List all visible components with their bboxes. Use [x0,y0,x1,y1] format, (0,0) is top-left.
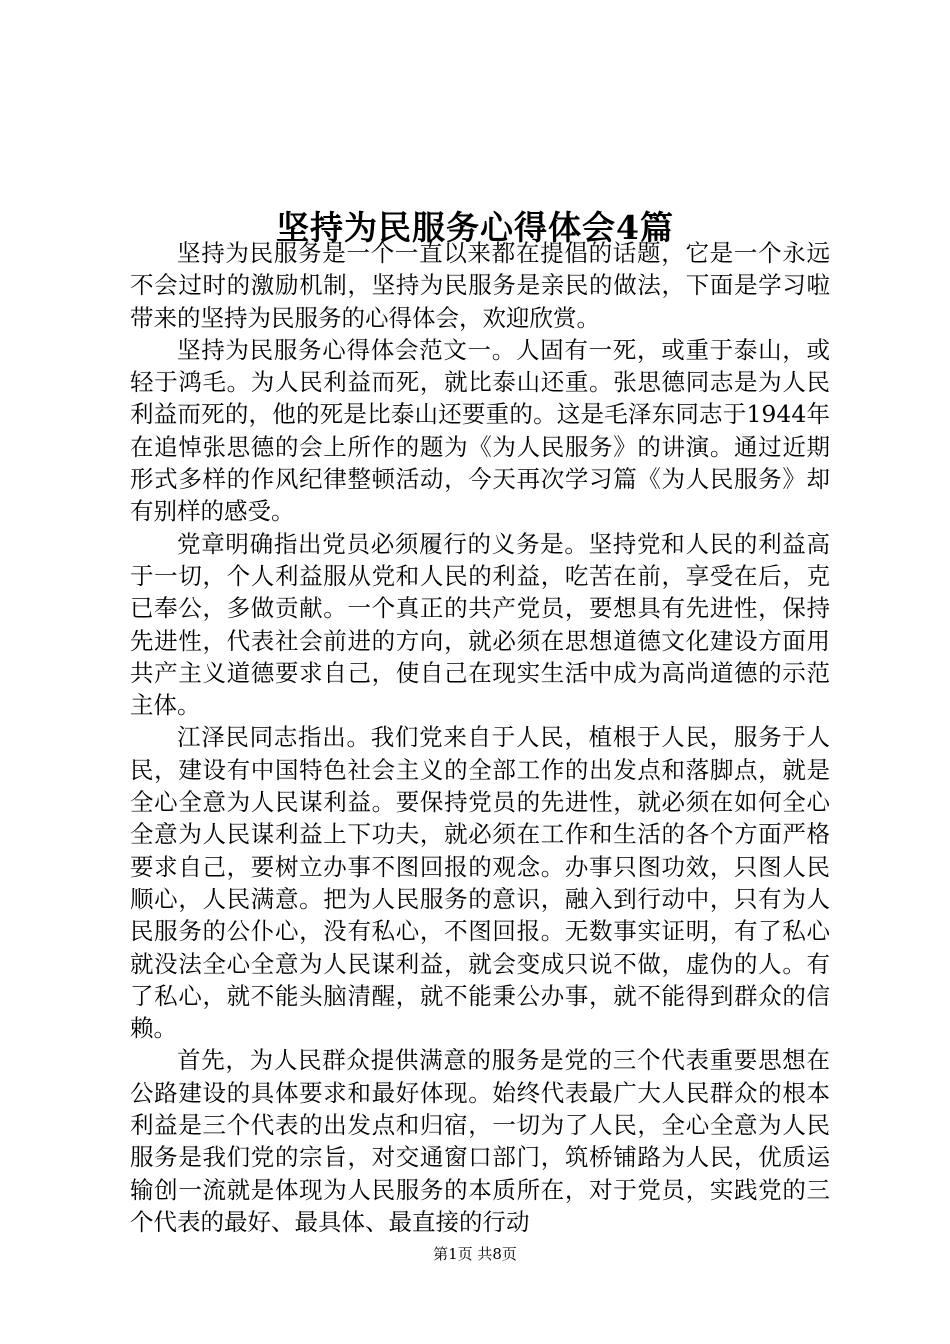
document-body [130,237,830,1238]
paragraph-3: 党章明确指出党员必须履行的义务是。坚持党和人民的利益高于一切，个人利益服从党和人民的利益，吃苦在前，享受在后，克已奉公，多做贡献。一个真正的共产党员，要想具有先进性，保持先进性，代表社会前进的方向，就必须在思想道德文化建设方面用共产主义道德要求自己，使自己在现实生活中成为高尚道德的示范主体。 [130,529,830,720]
paragraph-2: 坚持为民服务心得体会范文一。人固有一死，或重于泰山，或轻于鸿毛。为人民利益而死，就比泰山还重。张思德同志是为人民利益而死的，他的死是比泰山还要重的。这是毛泽东同志于1944年在追悼张思德的会上所作的题为《为人民服务》的讲演。通过近期形式多样的作风纪律整顿活动，今天再次学习篇《为人民服务》却有别样的感受。 [130,335,830,526]
paragraph-1: 坚持为民服务是一个一直以来都在提倡的话题，它是一个永远不会过时的激励机制，坚持为民服务是亲民的做法，下面是学习啦带来的坚持为民服务的心得体会，欢迎欣赏。 [130,239,830,332]
paragraph-4: 江泽民同志指出。我们党来自于人民，植根于人民，服务于人民，建设有中国特色社会主义的全部工作的出发点和落脚点，就是全心全意为人民谋利益。要保持党员的先进性，就必须在如何全心全意为人民谋利益上下功夫，就必须在工作和生活的各个方面严格要求自己，要树立办事不图回报的观念。办事只图功效，只图人民顺心，人民满意。把为人民服务的意识，融入到行动中，只有为人民服务的公仆心，没有私心，不图回报。无数事实证明，有了私心就没法全心全意为人民谋利益，就会变成只说不做，虚伪的人。有了私心，就不能头脑清醒，就不能秉公办事，就不能得到群众的信赖。 [130,723,830,1043]
paragraph-5: 首先，为人民群众提供满意的服务是党的三个代表重要思想在公路建设的具体要求和最好体现。始终代表最广大人民群众的根本利益是三个代表的出发点和归宿，一切为了人民，全心全意为人民服务是我们党的宗旨，对交通窗口部门，筑桥铺路为人民，优质运输创一流就是体现为人民服务的本质所在，对于党员，实践党的三个代表的最好、最具体、最直接的行动 [130,1046,830,1236]
page-number-footer: 第1页 共8页 [433,1245,517,1263]
document-title: 坚持为民服务心得体会4篇 [276,208,674,248]
